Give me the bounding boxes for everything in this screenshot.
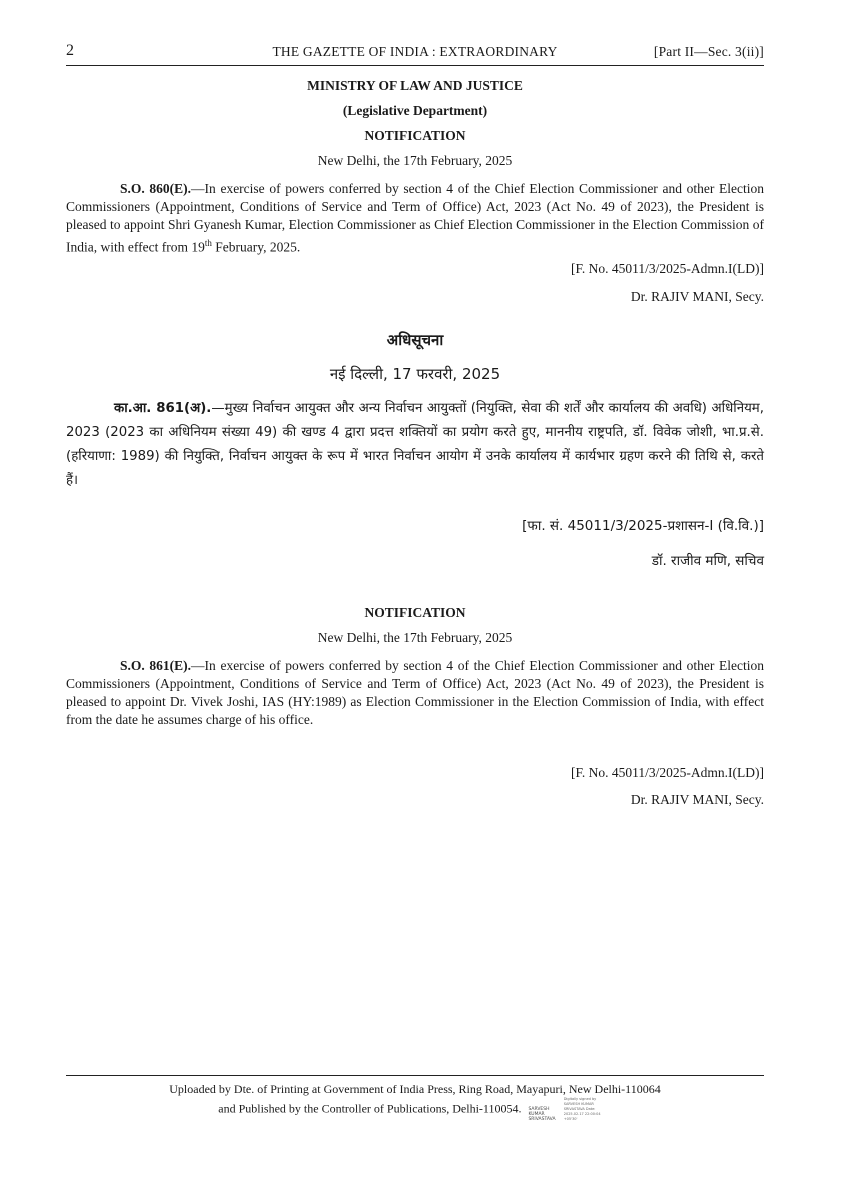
page-number: 2: [66, 42, 75, 59]
footer-line-2: and Published by the Controller of Publications, Delhi-110054.: [218, 1101, 522, 1116]
footer: [66, 1082, 764, 1122]
notification-2-text: —In exercise of powers conferred by section 4 of the Chief Election Commissioner and other Election Commissioners (Appointment, Conditions of Service and Term of Office) Act, 2023 (Act No. 49 of 2023), the President is pleased to appoint Dr. Vivek Joshi, IAS (HY:1989) as Election Commissioner in the Election Commission of India, with effect from the date he assumes charge of his office.: [66, 658, 764, 727]
hindi-number: का.आ. 861(अ).: [114, 401, 212, 416]
notification-1-heading: NOTIFICATION: [364, 128, 466, 143]
notification-2-number: S.O. 861(E).: [120, 658, 192, 673]
notification-1-number: S.O. 860(E).: [120, 181, 192, 196]
notification-2-place-date: New Delhi, the 17th February, 2025: [317, 630, 513, 645]
hindi-body: [66, 397, 764, 493]
notification-1-text-sup: th: [204, 238, 212, 248]
digital-signature: [528, 1097, 611, 1122]
footer-line-2-row: [66, 1097, 764, 1122]
footer-line-1: Uploaded by Dte. of Printing at Government of India Press, Ring Road, Mayapuri, New Delhi-110064: [169, 1082, 661, 1096]
digital-signature-detail: Digitally signed by SARVESH KUMAR SRIVASTAVA Date: 2025.02.17 22:00:04 +05'30': [563, 1097, 601, 1121]
hindi-heading: अधिसूचना: [386, 331, 444, 349]
notification-1-text-b: February, 2025.: [211, 239, 301, 255]
notification-1-file-no: [F. No. 45011/3/2025-Admn.I(LD)]: [570, 261, 764, 276]
hindi-file-no: [फा. सं. 45011/3/2025-प्रशासन-I (वि.वि.)]: [522, 518, 764, 534]
ministry-name: MINISTRY OF LAW AND JUSTICE: [307, 78, 523, 93]
notification-1-body: [66, 180, 764, 257]
notification-1-place-date: New Delhi, the 17th February, 2025: [317, 153, 513, 168]
gazette-title: THE GAZETTE OF INDIA : EXTRAORDINARY: [272, 44, 558, 59]
department-name: (Legislative Department): [342, 103, 488, 118]
gazette-header: [66, 42, 764, 64]
digital-signature-name: SARVESH KUMAR SRIVASTAVA: [528, 1107, 556, 1122]
footer-rule: [66, 1075, 764, 1076]
notification-1-signatory: Dr. RAJIV MANI, Secy.: [630, 289, 764, 304]
hindi-place-date: नई दिल्ली, 17 फरवरी, 2025: [329, 365, 501, 383]
part-section: [Part II—Sec. 3(ii)]: [653, 44, 764, 59]
hindi-signatory: डॉ. राजीव मणि, सचिव: [651, 553, 764, 569]
notification-2-body: [66, 657, 764, 729]
notification-2-signatory: Dr. RAJIV MANI, Secy.: [630, 792, 764, 807]
hindi-text: —मुख्य निर्वाचन आयुक्त और अन्य निर्वाचन आयुक्तों (नियुक्ति, सेवा की शर्तें और कार्यालय की अवधि) अधिनियम, 2023 (2023 का अधिनियम संख्या 49) की खण्ड 4 द्वारा प्रदत्त शक्तियों का प्रयोग करते हुए, माननीय राष्ट्रपति, डॉ. विवेक जोशी, भा.प्र.से.(हरियाणा: 1989) की नियुक्ति, निर्वाचन आयुक्त के रूप में भारत निर्वाचन आयोग में उनके कार्यालय में कार्यभार ग्रहण करने की तिथि से, करते हैं।: [66, 401, 764, 488]
notification-1-text-a: —In exercise of powers conferred by section 4 of the Chief Election Commissioner and other Election Commissioners (Appointment, Conditions of Service and Term of Office) Act, 2023 (Act No. 49 of 2023), the President is pleased to appoint Shri Gyanesh Kumar, Election Commissioner as Chief Election Commissioner in the Election Commission of India, with effect from 19: [66, 181, 764, 255]
header-rule: [66, 65, 764, 66]
notification-2-heading: NOTIFICATION: [364, 605, 466, 620]
notification-2-file-no: [F. No. 45011/3/2025-Admn.I(LD)]: [570, 765, 764, 780]
